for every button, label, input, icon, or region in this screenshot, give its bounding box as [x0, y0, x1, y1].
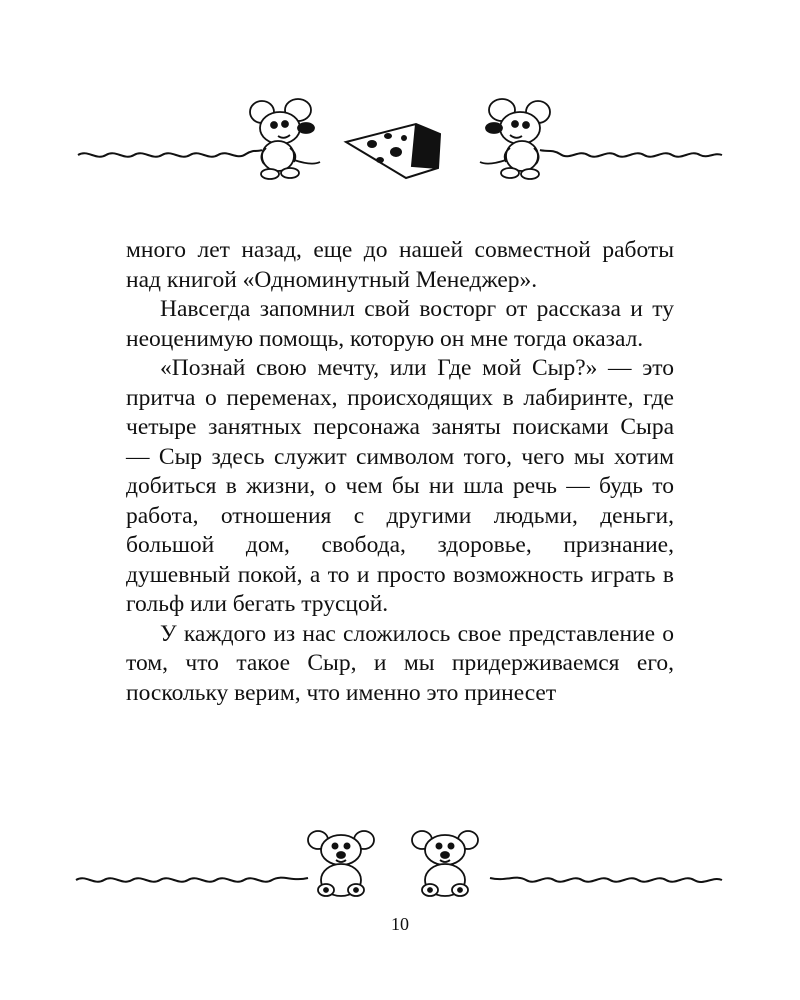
- paragraph-continued: много лет назад, еще до нашей совместной работы над книгой «Одноминутный Менеджер».: [126, 237, 674, 293]
- paragraph: У каждого из нас сложилось свое представление о том, что такое Сыр, и мы придерживаемся его, поскольку верим, что именно это принесет: [126, 620, 674, 706]
- cheese-icon: [346, 124, 440, 178]
- mouse-icon: [308, 831, 374, 896]
- mouse-icon: [412, 831, 478, 896]
- paragraph: Навсегда запомнил свой восторг от рассказа и ту неоценимую помощь, которую он мне тогда оказал.: [126, 296, 674, 352]
- page-number: 10: [391, 914, 409, 934]
- right-wavy-line: [490, 878, 722, 882]
- left-wavy-line: [76, 878, 308, 882]
- body-text: [126, 236, 674, 708]
- top-ornament: [0, 92, 800, 192]
- right-wavy-line: [540, 150, 722, 157]
- mouse-icon: [480, 99, 550, 179]
- left-wavy-line: [78, 150, 262, 157]
- paragraph: «Познай свою мечту, или Где мой Сыр?» — это притча о переменах, происходящих в лабиринте, где четыре занятных персонажа заняты поисками Сыра — Сыр здесь служит символом того, чего мы хотим добиться в жизни, о чем бы ни шла речь — будь то работа, отношения с другими людьми, деньги, большой дом, свобода, здоровье, признание, душевный покой, а то и просто возможность играть в гольф или бегать трусцой.: [126, 355, 674, 617]
- bottom-ornament: [0, 822, 800, 902]
- mouse-icon: [250, 99, 320, 179]
